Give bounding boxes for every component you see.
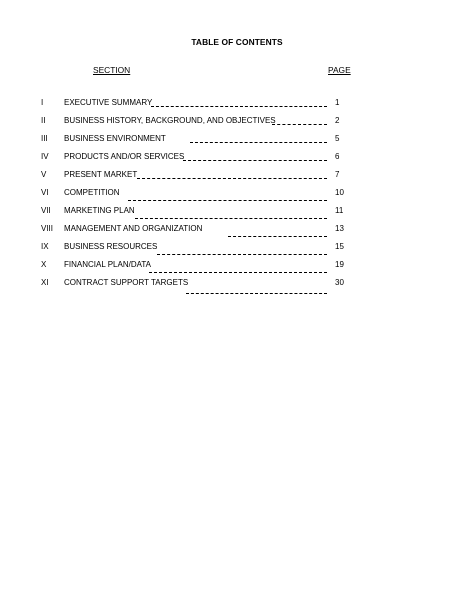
toc-entry-number: XI (41, 278, 49, 287)
toc-entry-page: 7 (335, 170, 340, 179)
toc-entry-page: 19 (335, 260, 344, 269)
toc-entry-page: 10 (335, 188, 344, 197)
toc-entry (0, 152, 474, 166)
toc-entry-title: CONTRACT SUPPORT TARGETS (64, 278, 189, 287)
toc-entry-number: VIII (41, 224, 54, 233)
dot-leader (272, 124, 327, 125)
document-title: TABLE OF CONTENTS (191, 37, 283, 47)
toc-entry-number: VI (41, 188, 49, 197)
toc-entry (0, 116, 474, 130)
toc-entry-page: 6 (335, 152, 340, 161)
dot-leader (228, 236, 327, 237)
dot-leader (183, 160, 327, 161)
toc-entry-number: VII (41, 206, 51, 215)
toc-entry-title: MARKETING PLAN (64, 206, 135, 215)
dot-leader (190, 142, 327, 143)
toc-entry (0, 206, 474, 220)
toc-entry (0, 134, 474, 148)
toc-entry-number: I (41, 98, 44, 107)
toc-entry-page: 30 (335, 278, 344, 287)
toc-entry (0, 188, 474, 202)
toc-entry-title: COMPETITION (64, 188, 120, 197)
toc-entry-title: BUSINESS ENVIRONMENT (64, 134, 166, 143)
dot-leader (151, 106, 327, 107)
toc-entry-number: IV (41, 152, 49, 161)
toc-entry-number: III (41, 134, 48, 143)
toc-entry-title: FINANCIAL PLAN/DATA (64, 260, 151, 269)
dot-leader (157, 254, 327, 255)
toc-entry (0, 170, 474, 184)
dot-leader (137, 178, 327, 179)
section-column-header: SECTION (93, 65, 131, 75)
toc-entry (0, 278, 474, 292)
page-column-header: PAGE (328, 65, 351, 75)
toc-entry-number: X (41, 260, 47, 269)
toc-entry (0, 260, 474, 274)
toc-entry-title: BUSINESS RESOURCES (64, 242, 158, 251)
dot-leader (186, 293, 327, 294)
toc-entry-title: PRODUCTS AND/OR SERVICES (64, 152, 185, 161)
toc-entry-number: II (41, 116, 46, 125)
dot-leader (128, 200, 327, 201)
toc-entry-page: 11 (335, 206, 344, 215)
toc-entry (0, 242, 474, 256)
toc-entry-number: IX (41, 242, 49, 251)
toc-entry-number: V (41, 170, 47, 179)
toc-entry-title: EXECUTIVE SUMMARY (64, 98, 153, 107)
toc-entry-page: 2 (335, 116, 340, 125)
dot-leader (135, 218, 327, 219)
toc-entry-page: 13 (335, 224, 344, 233)
dot-leader (149, 272, 327, 273)
toc-entry-page: 15 (335, 242, 344, 251)
toc-entry-title: BUSINESS HISTORY, BACKGROUND, AND OBJECTIVES (64, 116, 276, 125)
toc-entry-title: PRESENT MARKET (64, 170, 138, 179)
toc-entry (0, 224, 474, 238)
toc-entry-title: MANAGEMENT AND ORGANIZATION (64, 224, 203, 233)
toc-entry (0, 98, 474, 112)
toc-entry-page: 5 (335, 134, 340, 143)
toc-entry-page: 1 (335, 98, 340, 107)
